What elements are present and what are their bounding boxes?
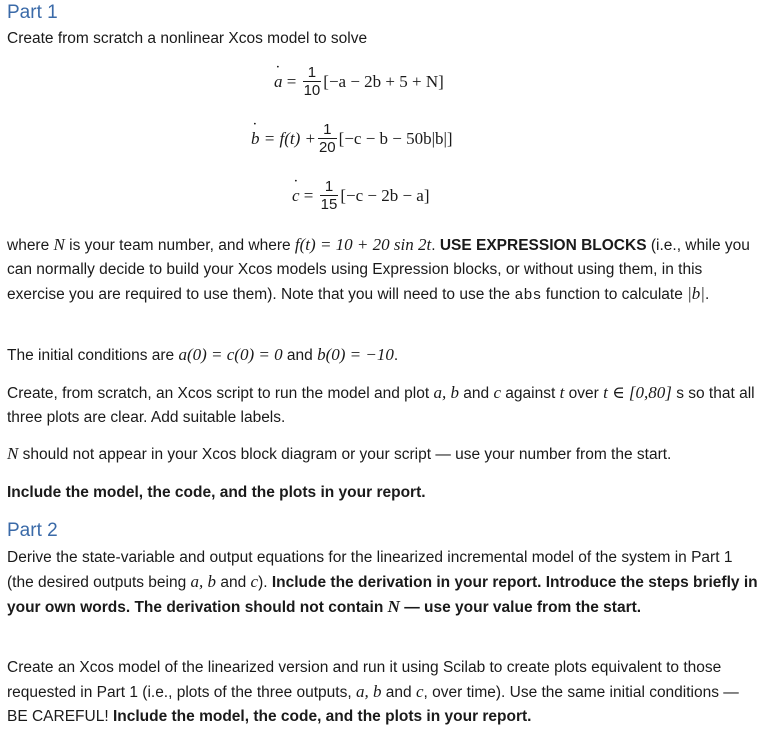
part1-heading: Part 1 [7,2,58,23]
eq1-numerator: 1 [307,64,317,81]
eq2-fraction [318,121,337,156]
eq3-fraction [320,178,339,213]
eq3-lhs: ˙ c [292,186,300,206]
part1-include-note: Include the model, the code, and the plots in your report. [7,484,426,501]
equation-b-dot [251,121,453,156]
eq2-numerator: 1 [323,121,332,138]
part2-heading: Part 2 [7,520,58,541]
part1-n-note: N should not appear in your Xcos block diagram or your script — use your number from the start. [7,444,672,463]
equation-a-dot: ˙ a = $\frac{1}{10}$ [−a − 2b + 5 + N] [274,64,444,99]
eq3-numerator: 1 [324,178,334,195]
part1-script-instructions: Create, from scratch, an Xcos script to run the model and plot a, b and c against t over t ∈ [0,80] s so that all three plots are clear. Add suitable labels. [7,383,755,426]
eq1-denominator: 10 [303,82,321,99]
eq2-rhs: [−c − b − 50b|b|] [338,128,453,148]
eq3-denominator: 15 [320,196,338,213]
eq1-rhs: [−a − 2b + 5 + N] [323,71,444,91]
equation-c-dot: ˙ c = $\frac{1}{15}$ [−c − 2b − a] [292,178,430,213]
part1-paragraph-where: where N is your team number, and where f(t) = 10 + 20 sin 2t. USE EXPRESSION BLOCKS (i.e., while you can normally decide to build your Xcos models using Expression blocks, or without using them, in this exercise you are required to use them). Note that you will need to use the abs function to calculate |b|. [7,235,750,304]
eq2-denominator: 20 [318,139,336,156]
abs-code: abs [514,287,542,304]
part1-initial-conditions: The initial conditions are a(0) = c(0) = 0 and b(0) = −10. [7,345,399,364]
eq2-pre: = f(t) + [263,128,316,148]
eq1-lhs: ˙ a [274,72,283,92]
eq3-rhs: [−c − 2b − a] [340,185,430,205]
eq2-lhs: ˙ b [251,129,260,149]
part2-linearized-model: Create an Xcos model of the linearized version and run it using Scilab to create plots equivalent to those requested in Part 1 (i.e., plots of the three outputs, a, b and c, over time). Use the same initial conditions — BE CAREFUL! Include the model, the code, and the plots in your report. [7,659,739,725]
part2-derivation: Derive the state-variable and output equations for the linearized incremental model of the system in Part 1 (the desired outputs being a, b and c). Include the derivation in your report. Introduce the steps briefly in your own words. The derivation should not contain N — use your value from the start. [7,549,758,616]
part1-intro: Create from scratch a nonlinear Xcos model to solve [7,30,368,47]
eq1-fraction [303,64,322,99]
